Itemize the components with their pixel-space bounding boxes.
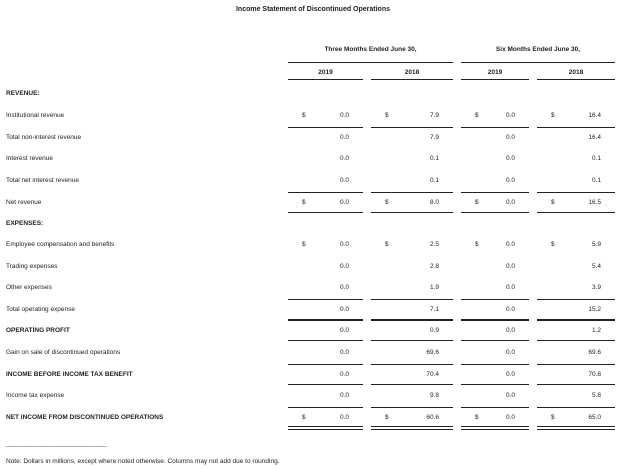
row-label: Gain on sale of discontinued operations: [6, 349, 121, 356]
value-cell: 1.2: [591, 327, 601, 334]
subtotal-rule: [288, 320, 363, 321]
subtotal-rule: [461, 384, 529, 385]
value-cell: 70.8: [588, 371, 601, 378]
table-row: [0, 134, 626, 146]
subtotal-rule: [288, 407, 363, 408]
currency-symbol: $: [385, 112, 389, 119]
value-cell: 0.0: [339, 112, 349, 119]
header-rule-six-months: [461, 62, 615, 63]
value-cell: 7.1: [429, 306, 439, 313]
row-label: Net revenue: [6, 199, 42, 206]
subtotal-rule: [537, 407, 615, 408]
header-rule-three-months: [288, 62, 453, 63]
value-cell: 0.0: [339, 414, 349, 421]
row-label: Other expenses: [6, 284, 52, 291]
value-cell: 7.9: [429, 134, 439, 141]
value-cell: 0.0: [339, 284, 349, 291]
value-cell: 0.0: [505, 134, 515, 141]
subtotal-rule: [371, 384, 453, 385]
subtotal-rule: [371, 127, 453, 128]
year-header-rule: [537, 79, 615, 80]
value-cell: 0.0: [505, 241, 515, 248]
value-cell: 5.9: [591, 241, 601, 248]
value-cell: 0.0: [505, 177, 515, 184]
year-header-six-2019: 2019: [487, 69, 503, 76]
row-label: NET INCOME FROM DISCONTINUED OPERATIONS: [6, 414, 164, 421]
year-header-six-2018: 2018: [568, 69, 584, 76]
subtotal-rule: [288, 364, 363, 365]
row-label: Income tax expense: [6, 392, 65, 399]
currency-symbol: $: [475, 414, 479, 421]
subtotal-rule: [461, 320, 529, 321]
total-double-rule: [537, 429, 615, 430]
value-cell: 0.0: [339, 349, 349, 356]
subtotal-rule: [537, 340, 615, 341]
value-cell: 69.6: [426, 349, 439, 356]
footnote-note: Note: Dollars in millions, except where noted otherwise. Columns may not add due to rounding.: [6, 458, 280, 465]
subtotal-rule: [371, 340, 453, 341]
currency-symbol: $: [302, 414, 306, 421]
value-cell: 0.0: [505, 112, 515, 119]
currency-symbol: $: [551, 241, 555, 248]
value-cell: 0.0: [505, 414, 515, 421]
currency-symbol: $: [385, 414, 389, 421]
subtotal-rule: [371, 364, 453, 365]
table-row: [0, 177, 626, 189]
value-cell: 0.0: [505, 349, 515, 356]
table-row: [0, 199, 626, 211]
currency-symbol: $: [475, 112, 479, 119]
value-cell: 0.9: [429, 327, 439, 334]
subtotal-rule: [288, 340, 363, 341]
value-cell: 0.1: [591, 155, 601, 162]
value-cell: 0.0: [339, 306, 349, 313]
value-cell: 9.8: [429, 392, 439, 399]
subtotal-rule: [461, 364, 529, 365]
subtotal-rule: [371, 192, 453, 193]
value-cell: 8.0: [429, 199, 439, 206]
subtotal-rule: [288, 127, 363, 128]
value-cell: 0.0: [339, 392, 349, 399]
subtotal-rule: [288, 212, 363, 213]
table-row: [0, 284, 626, 296]
value-cell: 65.0: [588, 414, 601, 421]
value-cell: 0.0: [339, 177, 349, 184]
value-cell: 1.9: [429, 284, 439, 291]
table-row: [0, 306, 626, 318]
row-label: Total non-interest revenue: [6, 134, 82, 141]
value-cell: 2.5: [429, 241, 439, 248]
currency-symbol: $: [385, 241, 389, 248]
currency-symbol: $: [551, 199, 555, 206]
row-label: REVENUE:: [6, 90, 40, 97]
value-cell: 60.6: [426, 414, 439, 421]
value-cell: 0.0: [505, 284, 515, 291]
year-header-three-2018: 2018: [404, 69, 420, 76]
value-cell: 0.0: [339, 199, 349, 206]
subtotal-rule: [461, 299, 529, 300]
value-cell: 5.8: [591, 392, 601, 399]
value-cell: 0.0: [339, 134, 349, 141]
value-cell: 0.0: [505, 155, 515, 162]
value-cell: 0.1: [429, 177, 439, 184]
total-double-rule: [371, 429, 453, 430]
currency-symbol: $: [551, 112, 555, 119]
subtotal-rule: [371, 320, 453, 321]
total-double-rule: [288, 429, 363, 430]
table-row: [0, 392, 626, 404]
value-cell: 0.0: [339, 263, 349, 270]
value-cell: 0.1: [429, 155, 439, 162]
value-cell: 0.0: [505, 392, 515, 399]
row-label: INCOME BEFORE INCOME TAX BENEFIT: [6, 371, 133, 378]
subtotal-rule: [537, 192, 615, 193]
subtotal-rule: [371, 212, 453, 213]
table-row: [0, 112, 626, 124]
table-row: [0, 263, 626, 275]
subtotal-rule: [537, 212, 615, 213]
value-cell: 0.0: [505, 263, 515, 270]
total-double-rule: [537, 426, 615, 427]
value-cell: 0.0: [505, 371, 515, 378]
value-cell: 0.0: [339, 371, 349, 378]
statement-title: Income Statement of Discontinued Operations: [235, 6, 391, 13]
table-row: [0, 371, 626, 383]
currency-symbol: $: [475, 241, 479, 248]
table-row: [0, 155, 626, 167]
total-double-rule: [461, 429, 529, 430]
value-cell: 3.9: [591, 284, 601, 291]
subtotal-rule: [537, 299, 615, 300]
subtotal-rule: [461, 127, 529, 128]
total-double-rule: [371, 426, 453, 427]
value-cell: 70.4: [426, 371, 439, 378]
subtotal-rule: [537, 320, 615, 321]
currency-symbol: $: [475, 199, 479, 206]
subtotal-rule: [288, 299, 363, 300]
value-cell: 2.8: [429, 263, 439, 270]
year-header-three-2019: 2019: [318, 69, 333, 76]
row-label: Employee compensation and benefits: [6, 241, 115, 248]
value-cell: 5.4: [591, 263, 601, 270]
value-cell: 16.4: [588, 112, 601, 119]
row-label: Total operating expense: [6, 306, 76, 313]
subtotal-rule: [288, 192, 363, 193]
subtotal-rule: [371, 407, 453, 408]
year-header-rule: [371, 79, 453, 80]
subtotal-rule: [371, 299, 453, 300]
currency-symbol: $: [302, 112, 306, 119]
value-cell: 0.0: [339, 241, 349, 248]
currency-symbol: $: [385, 199, 389, 206]
value-cell: 15.2: [588, 306, 601, 313]
table-row: [0, 241, 626, 253]
value-cell: 0.1: [591, 177, 601, 184]
subtotal-rule: [288, 384, 363, 385]
row-label: Trading expenses: [6, 263, 58, 270]
six-months-header: Six Months Ended June 30,: [495, 46, 581, 53]
value-cell: 0.0: [505, 199, 515, 206]
subtotal-rule: [461, 340, 529, 341]
row-label: Institutional revenue: [6, 112, 65, 119]
subtotal-rule: [537, 364, 615, 365]
total-double-rule: [461, 426, 529, 427]
subtotal-rule: [537, 127, 615, 128]
row-label: EXPENSES:: [6, 220, 44, 227]
year-header-rule: [461, 79, 529, 80]
value-cell: 0.0: [339, 327, 349, 334]
row-label: Interest revenue: [6, 155, 53, 162]
row-label: OPERATING PROFIT: [6, 327, 70, 334]
currency-symbol: $: [302, 241, 306, 248]
three-months-header: Three Months Ended June 30,: [324, 46, 417, 53]
currency-symbol: $: [302, 199, 306, 206]
value-cell: 69.6: [588, 349, 601, 356]
subtotal-rule: [537, 384, 615, 385]
table-row: [0, 414, 626, 426]
table-row: [0, 327, 626, 339]
subtotal-rule: [461, 212, 529, 213]
value-cell: 7.9: [429, 112, 439, 119]
footnote-rule: ________________________________: [6, 441, 107, 447]
value-cell: 0.0: [339, 155, 349, 162]
subtotal-rule: [461, 192, 529, 193]
total-double-rule: [288, 426, 363, 427]
subtotal-rule: [461, 407, 529, 408]
value-cell: 16.5: [588, 199, 601, 206]
currency-symbol: $: [551, 414, 555, 421]
table-row: [0, 90, 626, 102]
value-cell: 0.0: [505, 327, 515, 334]
year-header-rule: [288, 79, 363, 80]
table-row: [0, 220, 626, 232]
value-cell: 0.0: [505, 306, 515, 313]
table-row: [0, 349, 626, 361]
row-label: Total net interest revenue: [6, 177, 79, 184]
value-cell: 16.4: [588, 134, 601, 141]
